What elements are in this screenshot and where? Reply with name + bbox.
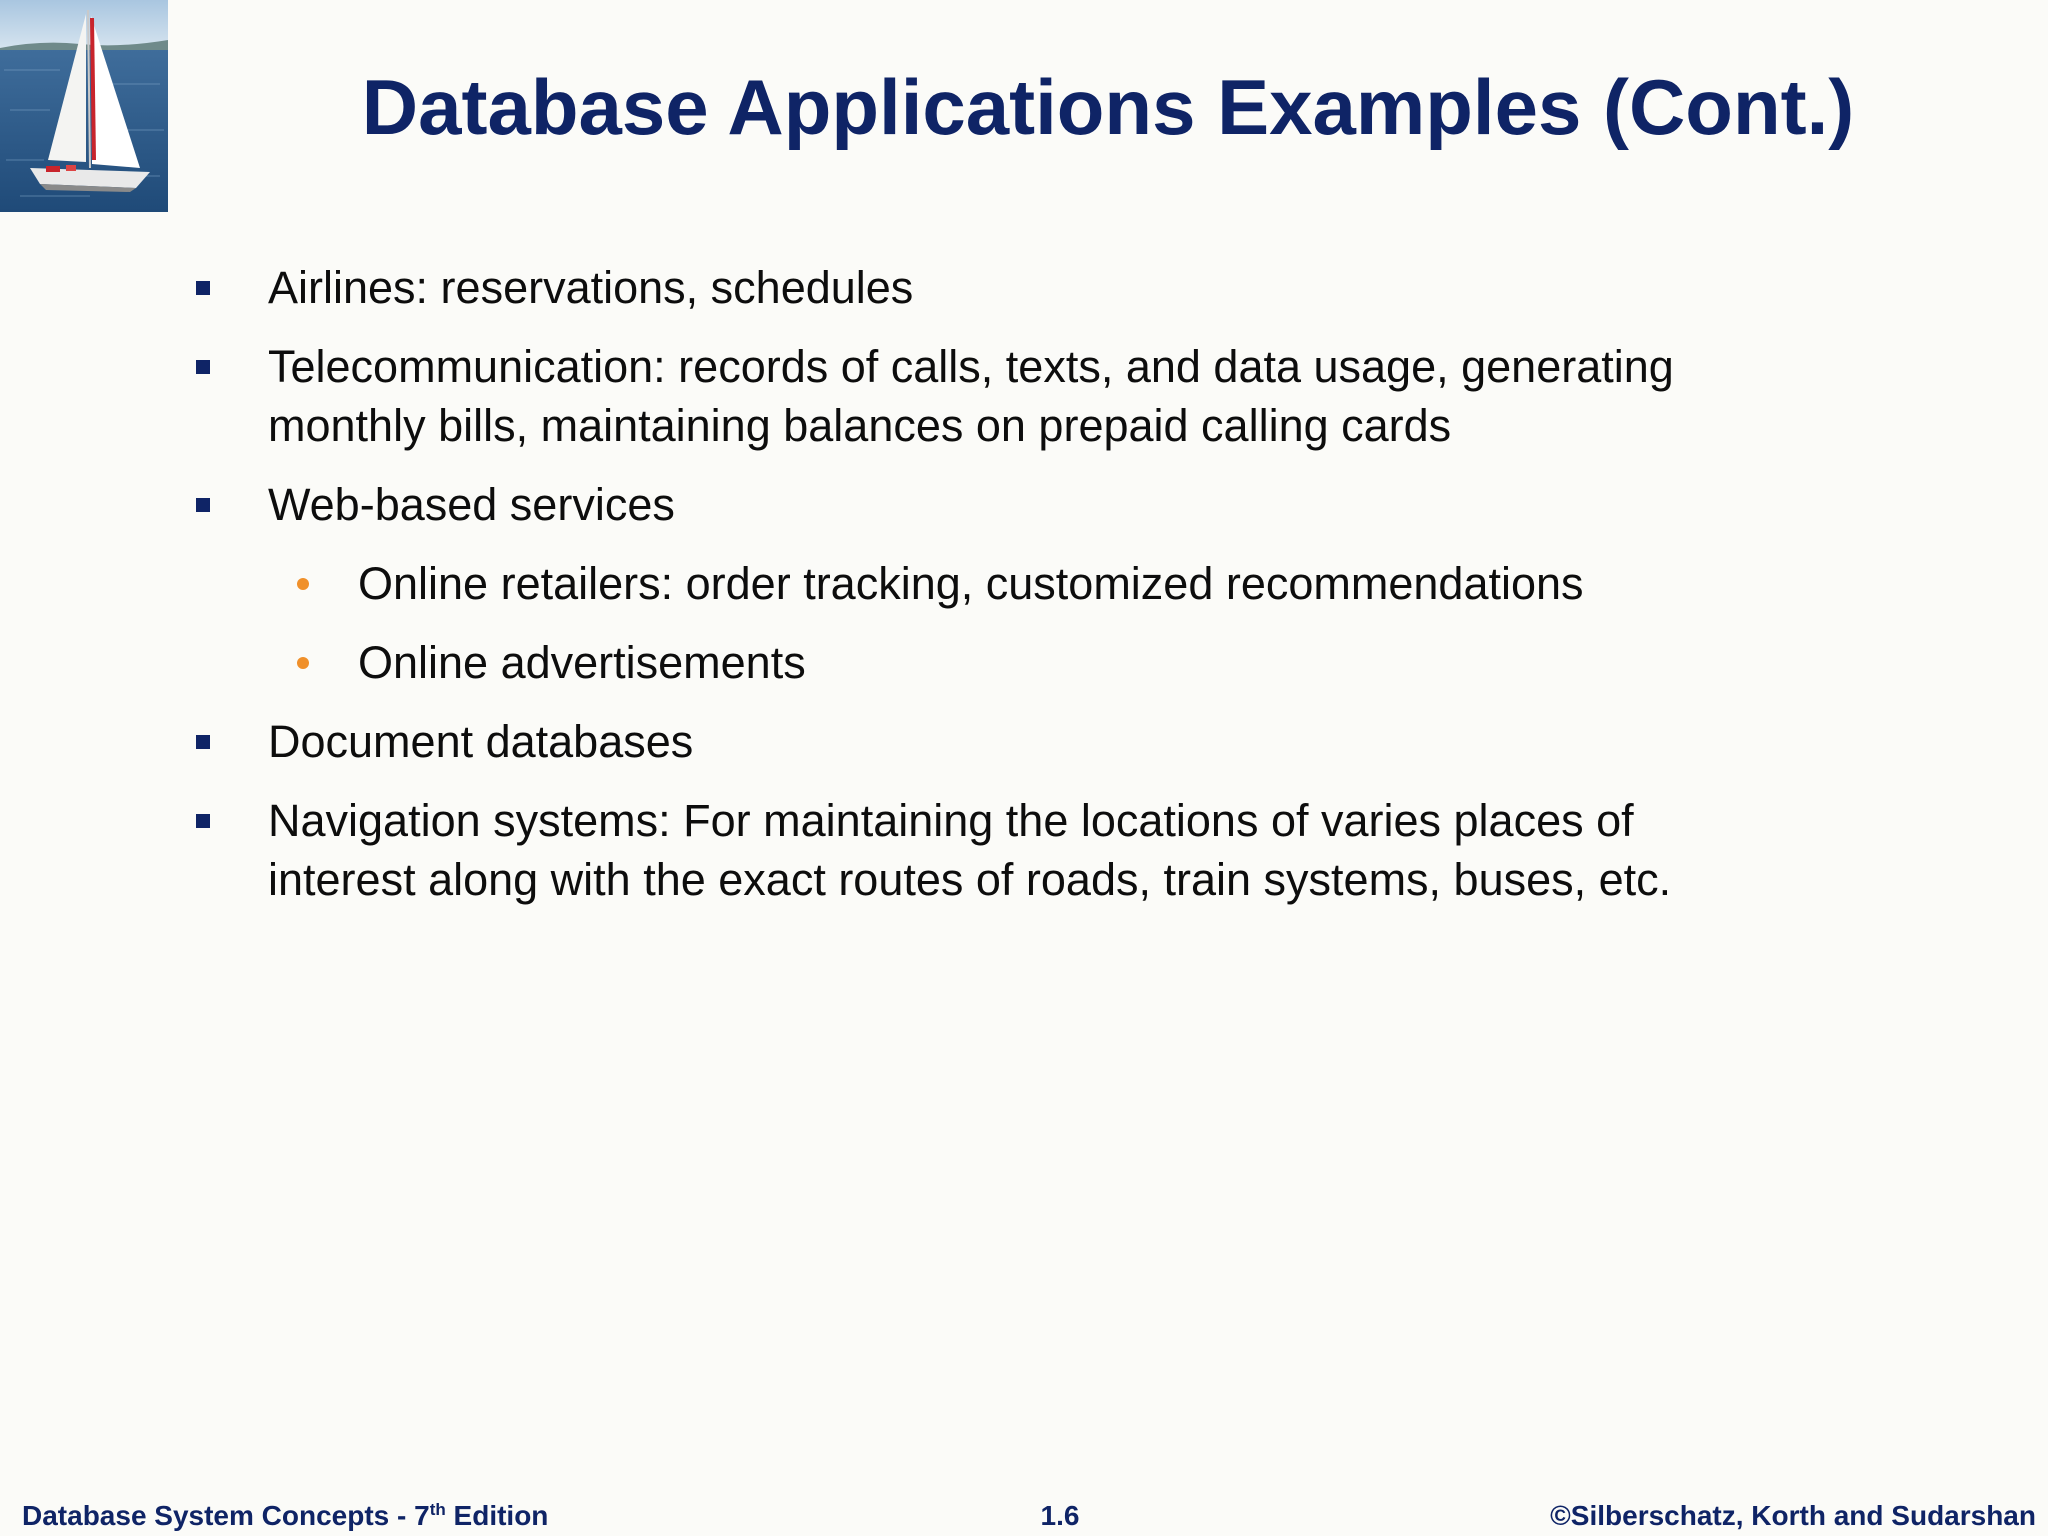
square-bullet-icon [196, 814, 210, 828]
bullet-item-line: Document databases [268, 716, 694, 767]
footer-book-title-superscript: th [429, 1500, 446, 1519]
bullet-item-line: Navigation systems: For maintaining the locations of varies places of [268, 795, 1634, 846]
footer-book-title-tail: Edition [445, 1500, 549, 1531]
bullet-item-line: Online retailers: order tracking, customized recommendations [358, 558, 1584, 609]
bullet-item-line: interest along with the exact routes of roads, train systems, buses, etc. [268, 854, 1672, 905]
square-bullet-icon [196, 498, 210, 512]
bullet-item-line: Online advertisements [358, 637, 806, 688]
footer-copyright: ©Silberschatz, Korth and Sudarshan [1550, 1500, 2036, 1531]
square-bullet-icon [196, 735, 210, 749]
footer-page-number: 1.6 [1040, 1500, 1080, 1531]
bullet-item-line: Telecommunication: records of calls, texts, and data usage, generating [268, 341, 1674, 392]
footer-book-title [22, 1496, 548, 1536]
round-bullet-icon [297, 578, 309, 590]
slide-title: Database Applications Examples (Cont.) [361, 63, 1855, 151]
bullet-item-line: monthly bills, maintaining balances on prepaid calling cards [268, 400, 1452, 451]
square-bullet-icon [196, 281, 210, 295]
footer-book-title-main: Database System Concepts - 7 [22, 1500, 430, 1531]
round-bullet-icon [297, 657, 309, 669]
bullet-item-line: Airlines: reservations, schedules [268, 262, 914, 313]
bullet-item-line: Web-based services [268, 479, 675, 530]
square-bullet-icon [196, 360, 210, 374]
